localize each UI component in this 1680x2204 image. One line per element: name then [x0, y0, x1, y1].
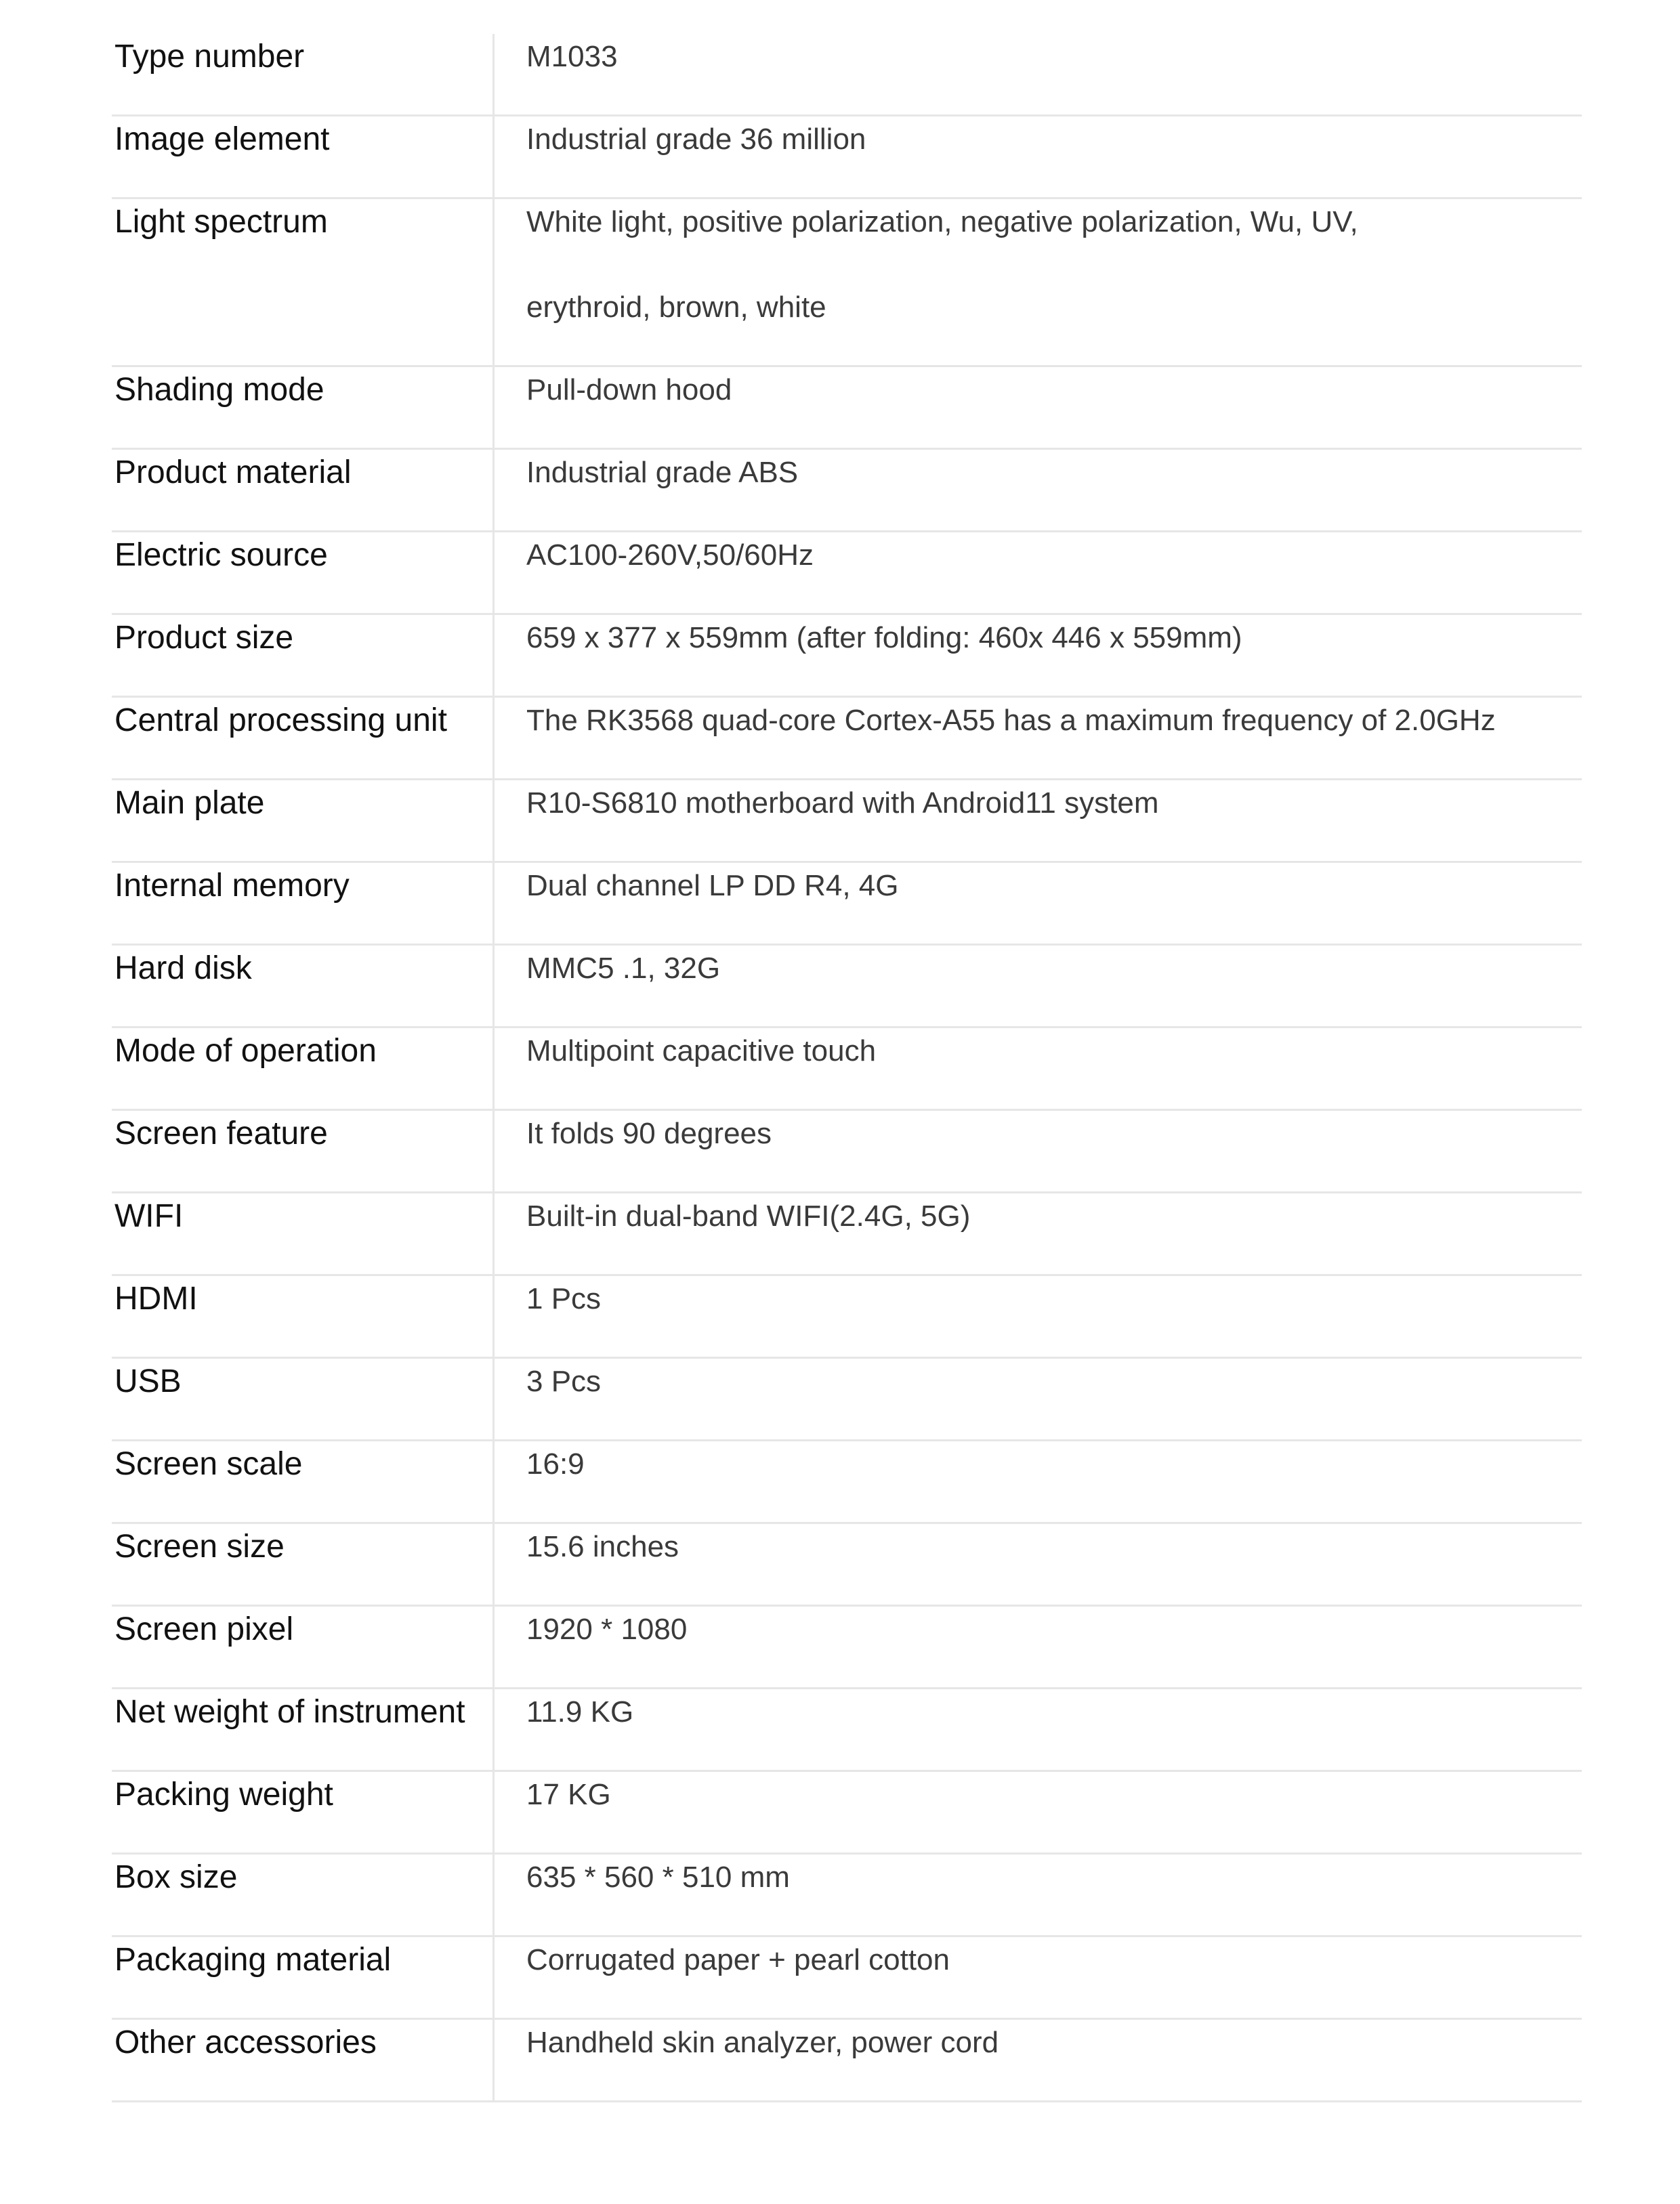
spec-label: Electric source [112, 532, 495, 613]
spec-label: Main plate [112, 780, 495, 861]
table-row [112, 1359, 1582, 1441]
spec-value-line2: erythroid, brown, white [526, 291, 826, 324]
spec-label: Screen pixel [112, 1607, 495, 1687]
table-row [112, 1855, 1582, 1937]
table-row [112, 946, 1582, 1028]
spec-value: M1033 [526, 40, 618, 73]
table-row [112, 1193, 1582, 1276]
spec-label: WIFI [112, 1193, 495, 1274]
table-row [112, 1937, 1582, 2020]
spec-label: Box size [112, 1855, 495, 1935]
spec-label: Type number [112, 34, 495, 114]
table-row [112, 199, 1582, 367]
spec-value: Industrial grade 36 million [526, 123, 866, 156]
table-row [112, 1441, 1582, 1524]
spec-label: USB [112, 1359, 495, 1439]
spec-label: Light spectrum [112, 199, 495, 365]
spec-value: Handheld skin analyzer, power cord [526, 2026, 999, 2059]
spec-label: HDMI [112, 1276, 495, 1357]
table-row [112, 34, 1582, 116]
spec-value: Built-in dual-band WIFI(2.4G, 5G) [526, 1200, 971, 1233]
spec-value: Pull-down hood [526, 373, 732, 406]
spec-value: Industrial grade ABS [526, 456, 799, 489]
spec-value: 1920 * 1080 [526, 1613, 688, 1646]
spec-label: Packaging material [112, 1937, 495, 2018]
spec-value: 659 x 377 x 559mm (after folding: 460x 446 x 559mm) [526, 621, 1242, 654]
spec-label: Shading mode [112, 367, 495, 448]
spec-label: Mode of operation [112, 1028, 495, 1109]
spec-label: Product size [112, 615, 495, 696]
spec-value: 11.9 KG [526, 1695, 634, 1729]
spec-label: Screen scale [112, 1441, 495, 1522]
table-row [112, 450, 1582, 532]
table-row [112, 615, 1582, 698]
spec-value: R10-S6810 motherboard with Android11 system [526, 786, 1159, 820]
spec-value: 15.6 inches [526, 1530, 679, 1563]
table-row [112, 1028, 1582, 1111]
spec-value [495, 199, 1582, 365]
table-row [112, 698, 1582, 780]
spec-label: Screen size [112, 1524, 495, 1605]
spec-value: 1 Pcs [526, 1282, 602, 1315]
spec-value-line1: White light, positive polarization, negative polarization, Wu, UV, [526, 205, 1358, 238]
spec-value: Corrugated paper + pearl cotton [526, 1943, 950, 1976]
table-row [112, 1524, 1582, 1607]
table-row [112, 1276, 1582, 1359]
spec-value: Dual channel LP DD R4, 4G [526, 869, 899, 902]
table-row [112, 863, 1582, 946]
spec-value: 16:9 [526, 1447, 585, 1481]
spec-value: 3 Pcs [526, 1365, 602, 1398]
spec-value: 635 * 560 * 510 mm [526, 1861, 790, 1894]
table-row [112, 532, 1582, 615]
spec-label: Screen feature [112, 1111, 495, 1191]
spec-value: Multipoint capacitive touch [526, 1034, 877, 1067]
spec-value: 17 KG [526, 1778, 611, 1811]
spec-label: Hard disk [112, 946, 495, 1026]
spec-label: Net weight of instrument [112, 1689, 495, 1770]
spec-table [112, 34, 1582, 2102]
table-row [112, 116, 1582, 199]
table-row [112, 367, 1582, 450]
spec-value: AC100-260V,50/60Hz [526, 538, 814, 572]
spec-label: Central processing unit [112, 698, 495, 778]
spec-label: Internal memory [112, 863, 495, 944]
spec-label: Other accessories [112, 2020, 495, 2100]
spec-label: Product material [112, 450, 495, 530]
spec-value: The RK3568 quad-core Cortex-A55 has a maximum frequency of 2.0GHz [526, 704, 1496, 737]
table-row [112, 1689, 1582, 1772]
spec-value: It folds 90 degrees [526, 1117, 772, 1150]
spec-label: Image element [112, 116, 495, 197]
table-row [112, 780, 1582, 863]
table-row [112, 1607, 1582, 1689]
table-row [112, 1772, 1582, 1855]
table-row [112, 2020, 1582, 2102]
table-row [112, 1111, 1582, 1193]
spec-value: MMC5 .1, 32G [526, 952, 721, 985]
spec-label: Packing weight [112, 1772, 495, 1852]
